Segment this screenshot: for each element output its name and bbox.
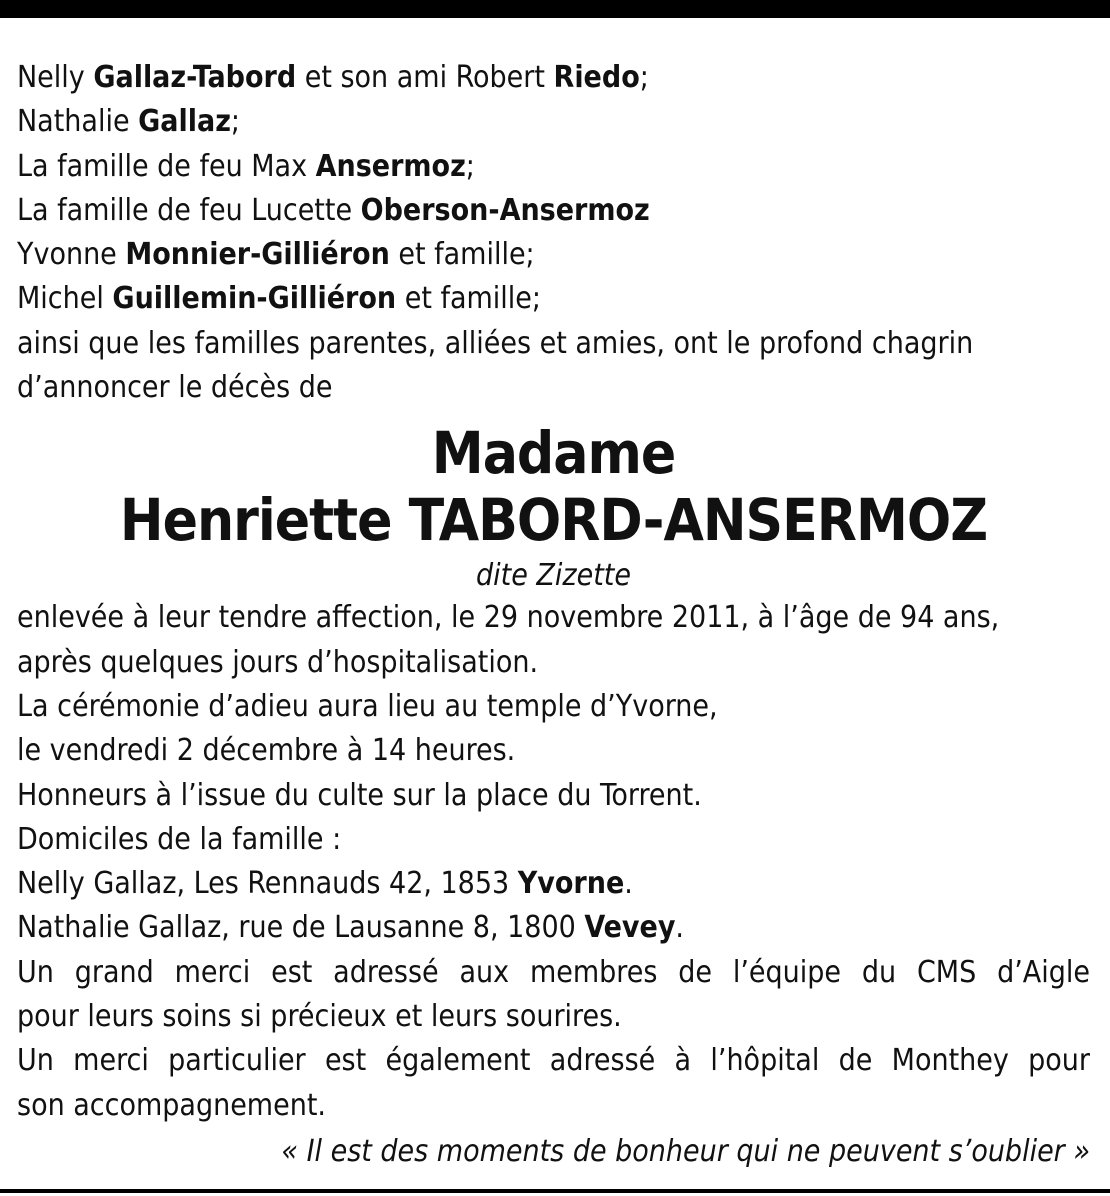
body-line: après quelques jours d’hospitalisation.: [17, 644, 539, 680]
intro-line: ainsi que les familles parentes, alliées et amies, ont le profond chagrin: [17, 325, 974, 361]
address-line: Nelly Gallaz, Les Rennauds 42, 1853 Yvorne.: [17, 866, 633, 902]
thanks-line: son accompagnement.: [17, 1087, 326, 1123]
body-line: le vendredi 2 décembre à 14 heures.: [17, 733, 516, 769]
announcer-line: Nathalie Gallaz;: [17, 104, 241, 140]
body-line: Domiciles de la famille :: [17, 821, 342, 857]
intro-line: d’annoncer le décès de: [17, 370, 333, 406]
announcer-line: La famille de feu Lucette Oberson-Ansermoz: [17, 192, 650, 228]
deceased-title: Madame: [431, 419, 676, 488]
address-line: Nathalie Gallaz, rue de Lausanne 8, 1800 Vevey.: [17, 910, 684, 946]
announcer-line: Michel Guillemin-Gilliéron et famille;: [17, 281, 541, 317]
top-rule: [0, 0, 1110, 18]
thanks-line: pour leurs soins si précieux et leurs sourires.: [17, 999, 622, 1035]
deceased-name: Henriette TABORD-ANSERMOZ: [119, 486, 988, 555]
bottom-rule: [0, 1189, 1110, 1193]
deceased-nickname: dite Zizette: [476, 558, 631, 594]
announcer-line: Nelly Gallaz-Tabord et son ami Robert Riedo;: [17, 60, 649, 95]
body-line: La cérémonie d’adieu aura lieu au temple d’Yvorne,: [17, 688, 718, 724]
body-line: Honneurs à l’issue du culte sur la place du Torrent.: [17, 777, 702, 813]
thanks-line: Un grand merci est adressé aux membres de l’équipe du CMS d’Aigle: [17, 954, 1090, 990]
announcer-line: La famille de feu Max Ansermoz;: [17, 148, 475, 184]
thanks-line: Un merci particulier est également adressé à l’hôpital de Monthey pour: [17, 1043, 1090, 1079]
closing-quote: « Il est des moments de bonheur qui ne peuvent s’oublier »: [281, 1133, 1090, 1169]
body-line: enlevée à leur tendre affection, le 29 novembre 2011, à l’âge de 94 ans,: [17, 600, 1000, 636]
announcer-line: Yvonne Monnier-Gilliéron et famille;: [17, 237, 535, 273]
obituary-notice: [17, 56, 1090, 1174]
